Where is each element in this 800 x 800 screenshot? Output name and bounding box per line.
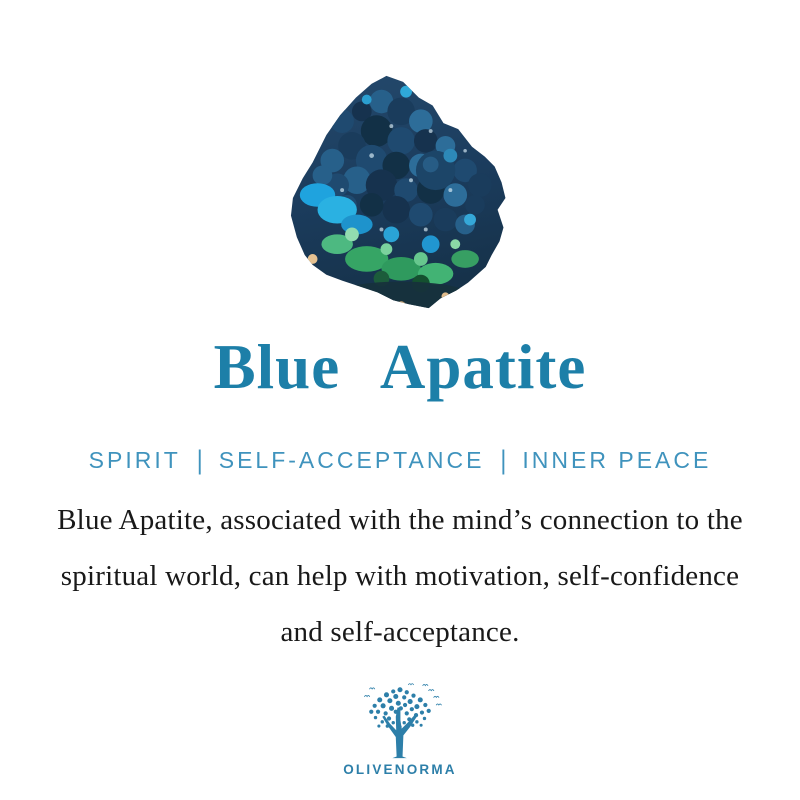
page-title: Blue Apatite (213, 332, 587, 402)
trait-separator: | (500, 444, 507, 475)
trait-label-self-acceptance: SELF-ACCEPTANCE (218, 447, 485, 473)
trait-label-inner-peace: INNER PEACE (522, 447, 712, 473)
trait-label-spirit: SPIRIT (88, 447, 181, 473)
stone-illustration (282, 72, 540, 318)
description-line: spiritual world, can help with motivation, self-confidence (60, 560, 740, 592)
traits-row (0, 446, 800, 476)
olive-tree-icon (354, 683, 446, 759)
brand-logo (0, 683, 800, 777)
brand-name: OLIVENORMA (343, 762, 457, 777)
description-line: and self-acceptance. (280, 616, 520, 648)
description (0, 492, 800, 660)
description-line: Blue Apatite, associated with the mind’s connection to the (57, 504, 743, 536)
birds-icon (365, 684, 442, 705)
blue-apatite-stone-image (282, 72, 540, 318)
trait-separator: | (196, 444, 203, 475)
